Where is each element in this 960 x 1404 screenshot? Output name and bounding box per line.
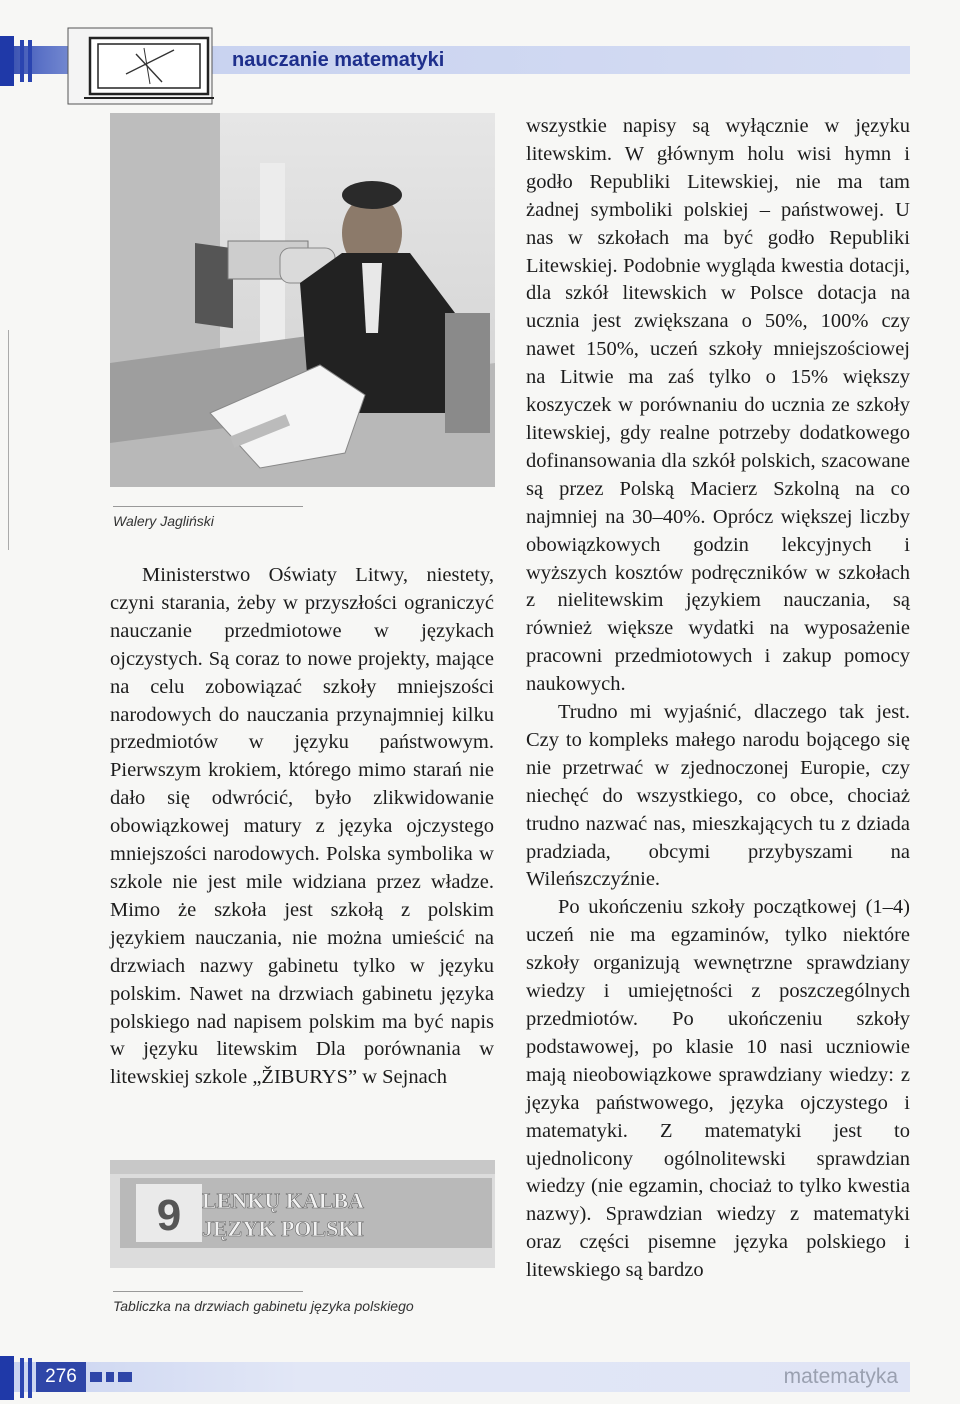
- header-edge-bar: [0, 36, 14, 86]
- photo-caption: Tabliczka na drzwiach gabinetu języka polskiego: [113, 1298, 414, 1314]
- sign-number: 9: [156, 1191, 182, 1240]
- header-stripe: [20, 40, 24, 82]
- paragraph: Ministerstwo Oświaty Litwy, niestety, czyni starania, żeby w przyszłości ograniczyć nauczanie przedmiotowe w językach ojczystych. Są coraz to nowe projekty, mające na celu zobowiązać szkoły mniejszości narodowych do nauczania przynajmniej kilku przedmiotów w języku państwowym. Pierwszym krokiem, którego mimo starań nie dało się odwrócić, było zlikwidowanie obowiązkowej matury z języka ojczystego mniejszości narodowych. Polska symbolika w szkole nie jest mile widziana przez władze. Mimo że szkoła jest szkołą z polskim językiem nauczania, nie można umieścić na drzwiach nazwy gabinetu tylko w języku polskim. Nawet na drzwiach gabinetu języka polskiego nad napisem polskim ma być napis w języku litewskim Dla porównania w litewskiej szkole „ŽIBURYS” w Sejnach: [110, 564, 494, 1089]
- paragraph: Trudno mi wyjaśnić, dlaczego tak jest. Czy to kompleks małego narodu bojącego się nie przetrwać w zjednoczonej Europie, czy niechęć do wszystkiego, co obce, chociaż trudno nazwać nas, mieszkających tu z dziada pradziada, obcymi przybyszami na Wileńszczyźnie.: [526, 701, 910, 891]
- right-column: [526, 113, 910, 1285]
- sign-line: JĘZYK POLSKI: [202, 1216, 364, 1241]
- paragraph: wszystkie napisy są wyłącznie w języku litewskim. W głównym holu wisi hymn i godło Republiki Litewskiej, nie ma tam żadnej symboliki polskiej – państwowej. U nas w szkołach ma być godło Republiki Litewskiej. Podobnie wygląda kwestia dotacji, dla szkół litewskich w Polsce dotacja na ucznia jest zwiększana o 50%, 100% czy nawet 150%, uczeń szkoły mniejszościowej na Litwie ma zaś tylko o 15% większy koszyczek w porównaniu do ucznia ze szkoły litewskiej, gdy realne potrzeby dodatkowego dofinansowania dla szkół polskich, szacowane są przez Polską Macierz Szkolną na co najmniej na 30–40%. Oprócz większej liczby obowiązkowych godzin lekcyjnych i wyższych kosztów podręczników w szkołach z nielitewskim językiem nauczania, są również większe wydatki na wyposażenie pracowni przedmiotowych i zakup pomocy naukowych.: [526, 115, 910, 696]
- caption-rule: [113, 1291, 303, 1292]
- section-title: nauczanie matematyki: [232, 49, 445, 71]
- door-sign-photo: [110, 1160, 495, 1268]
- photo-caption: Walery Jagliński: [113, 513, 214, 529]
- sign-line: LENKŲ KALBA: [202, 1188, 364, 1213]
- margin-line: [8, 330, 9, 550]
- page-number: 276: [36, 1362, 86, 1392]
- paragraph: Po ukończeniu szkoły początkowej (1–4) uczeń nie ma egzaminów, tylko niektóre szkoły organizują wewnętrzne sprawdziany wiedzy i umiejętności z poszczególnych przedmiotów. Po ukończeniu szkoły podstawowej, po klasie 10 nasi uczniowie mają nieobowiązkowe sprawdziany wiedzy: z języka państwowego, języka ojczystego i matematyki. Z matematyki jest to ujednolicony ogólnolitewski sprawdzian wiedzy (nie egzamin, chociaż to tylko kwestia nazwy). Sprawdzian wiedzy z matematyki oraz części pisemne języka polskiego i litewskiego są bardzo: [526, 896, 910, 1282]
- footer-deco: [106, 1372, 114, 1382]
- journal-title: matematyka: [783, 1365, 898, 1388]
- caption-rule: [113, 506, 303, 507]
- portrait-photo: [110, 113, 495, 487]
- footer-stripe: [20, 1358, 24, 1398]
- header-stripe: [28, 40, 32, 82]
- left-column: [110, 562, 494, 1092]
- footer-edge-bar: [0, 1356, 14, 1400]
- footer-stripe: [28, 1358, 32, 1398]
- footer-deco: [118, 1372, 132, 1382]
- footer-band: [0, 1362, 910, 1392]
- footer-deco: [90, 1372, 102, 1382]
- blackboard-icon: [66, 26, 214, 106]
